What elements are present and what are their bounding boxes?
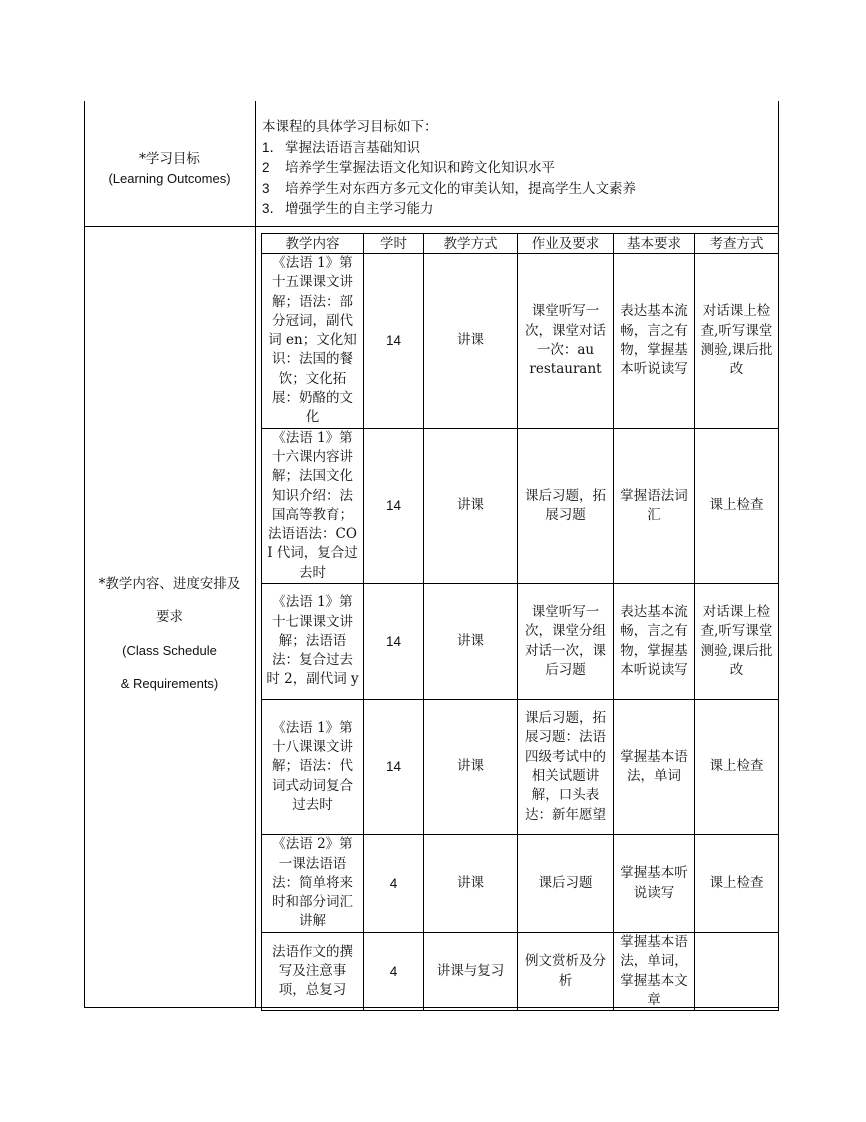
- table-row: [262, 254, 779, 429]
- cell-method: 讲课: [424, 835, 518, 933]
- cell-hours: 14: [364, 700, 424, 835]
- cell-assessment: 对话课上检查,听写课堂测验,课后批改: [695, 254, 779, 429]
- cell-homework: 课后习题，拓展习题: [518, 428, 614, 583]
- header-hours: 学时: [364, 234, 424, 254]
- cell-homework: 课后习题: [518, 835, 614, 933]
- cell-content: 法语作文的撰写及注意事项，总复习: [262, 933, 364, 1011]
- section-divider: [84, 226, 779, 227]
- header-basic: 基本要求: [614, 234, 695, 254]
- schedule-table: [261, 233, 779, 1011]
- objective-item: 3． 增强学生的自主学习能力: [262, 201, 434, 217]
- learning-outcomes-label-cn: *学习目标: [139, 151, 200, 167]
- cell-basic: 掌握基本语法，单词，掌握基本文章: [614, 933, 695, 1011]
- table-row: [262, 933, 779, 1011]
- learning-outcomes-label-en: (Learning Outcomes): [108, 171, 231, 186]
- learning-outcomes-content: [262, 118, 772, 220]
- cell-hours: 14: [364, 254, 424, 429]
- objective-item: 1． 掌握法语语言基础知识: [262, 139, 420, 156]
- cell-hours: 4: [364, 835, 424, 933]
- objective-item: 2 培养学生掌握法语文化知识和跨文化知识水平: [262, 160, 555, 176]
- cell-assessment: 对话课上检查,听写课堂测验,课后批改: [695, 584, 779, 700]
- table-header-row: [262, 234, 779, 254]
- table-row: [262, 835, 779, 933]
- cell-content: 《法语 1》第十七课课文讲解；法语语法：复合过去时 2，副代词 y: [262, 584, 364, 700]
- cell-method: 讲课与复习: [424, 933, 518, 1011]
- cell-basic: 掌握基本语法，单词: [614, 700, 695, 835]
- cell-method: 讲课: [424, 584, 518, 700]
- cell-basic: 掌握语法词汇: [614, 428, 695, 583]
- divider-border: [255, 101, 256, 1008]
- header-assessment: 考查方式: [695, 234, 779, 254]
- objectives-intro: 本课程的具体学习目标如下：: [262, 119, 438, 135]
- schedule-label: [84, 568, 255, 700]
- cell-assessment: 课上检查: [695, 428, 779, 583]
- cell-method: 讲课: [424, 428, 518, 583]
- table-row: [262, 428, 779, 583]
- cell-assessment: 课上检查: [695, 700, 779, 835]
- cell-content: 《法语 1》第十六课内容讲解；法国文化知识介绍：法国高等教育；法语语法：COI 代词，复合过去时: [262, 428, 364, 583]
- schedule-label-cn-2: 要求: [156, 609, 183, 625]
- cell-hours: 14: [364, 428, 424, 583]
- cell-basic: 掌握基本听说读写: [614, 835, 695, 933]
- cell-homework: 课堂听写一次，课堂对话一次：au restaurant: [518, 254, 614, 429]
- cell-method: 讲课: [424, 700, 518, 835]
- header-method: 教学方式: [424, 234, 518, 254]
- cell-basic: 表达基本流畅，言之有物，掌握基本听说读写: [614, 584, 695, 700]
- objective-item: 3 培养学生对东西方多元文化的审美认知，提高学生人文素养: [262, 180, 636, 197]
- cell-hours: 14: [364, 584, 424, 700]
- header-homework: 作业及要求: [518, 234, 614, 254]
- cell-basic: 表达基本流畅，言之有物，掌握基本听说读写: [614, 254, 695, 429]
- cell-assessment: 课上检查: [695, 835, 779, 933]
- table-row: [262, 584, 779, 700]
- schedule-label-en-2: & Requirements): [120, 676, 219, 691]
- cell-content: 《法语 1》第十五课课文讲解；语法：部分冠词，副代词 en；文化知识：法国的餐饮；文化拓展：奶酪的文化: [262, 254, 364, 429]
- cell-assessment: [695, 933, 779, 1011]
- cell-homework: 例文赏析及分析: [518, 933, 614, 1011]
- header-content: 教学内容: [262, 234, 364, 254]
- cell-homework: 课后习题，拓展习题：法语四级考试中的相关试题讲解，口头表达：新年愿望: [518, 700, 614, 835]
- cell-method: 讲课: [424, 254, 518, 429]
- learning-outcomes-label: [84, 149, 255, 189]
- cell-content: 《法语 1》第十八课课文讲解；语法：代词式动词复合过去时: [262, 700, 364, 835]
- table-row: [262, 700, 779, 835]
- cell-homework: 课堂听写一次，课堂分组对话一次，课后习题: [518, 584, 614, 700]
- cell-content: 《法语 2》第一课法语语法：简单将来时和部分词汇讲解: [262, 835, 364, 933]
- cell-hours: 4: [364, 933, 424, 1011]
- left-border: [84, 101, 85, 1008]
- schedule-label-en-1: (Class Schedule: [122, 643, 217, 658]
- schedule-label-cn-1: *教学内容、进度安排及: [98, 576, 241, 592]
